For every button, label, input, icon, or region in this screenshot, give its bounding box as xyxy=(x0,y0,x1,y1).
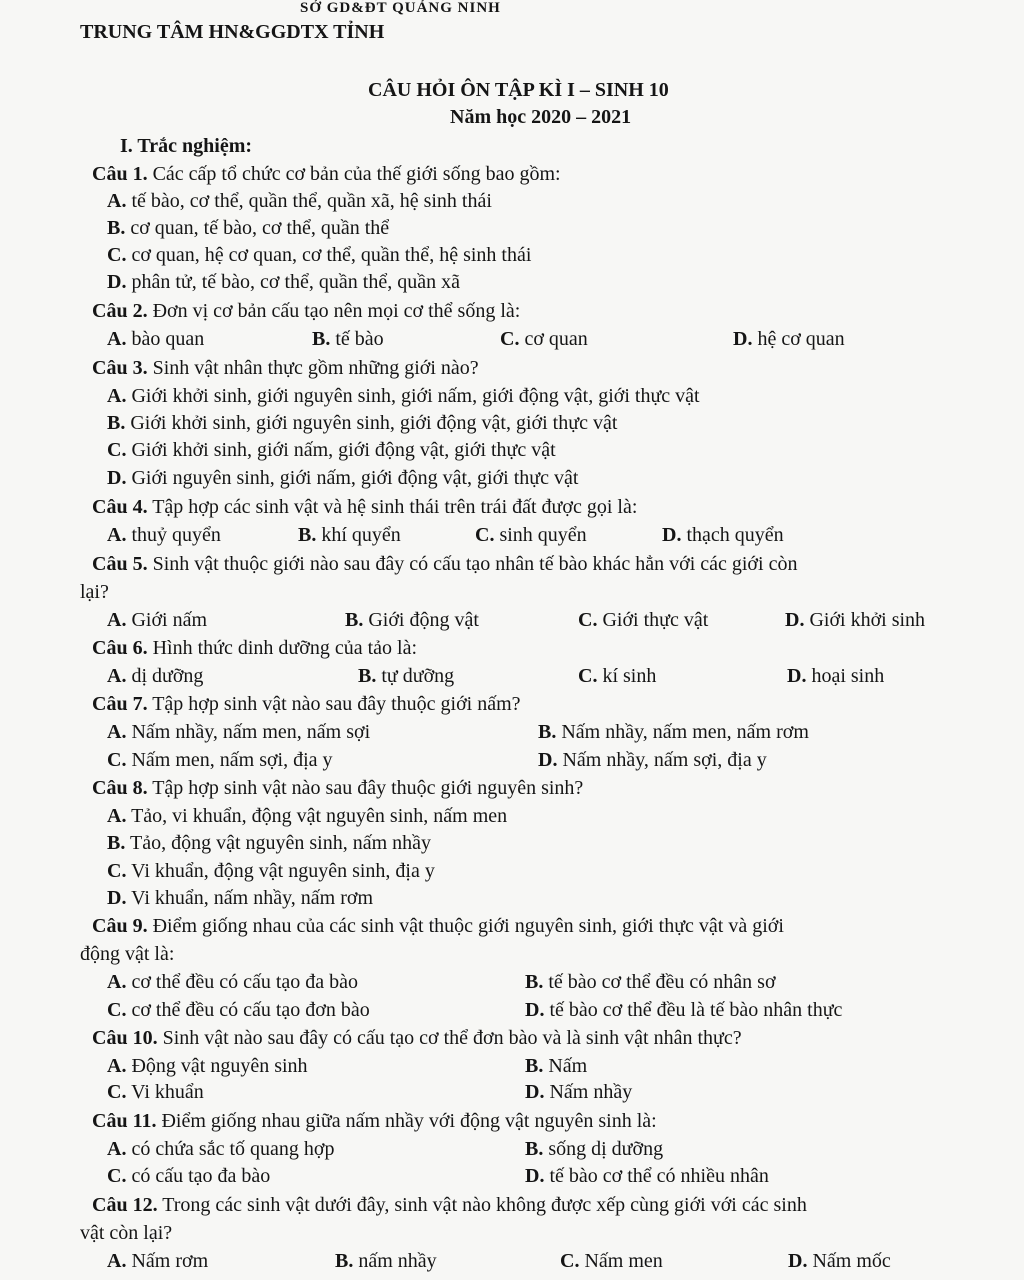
question-3: Câu 3. Sinh vật nhân thực gồm những giới nào? xyxy=(92,357,479,379)
question-11-option-d: D. tế bào cơ thể có nhiều nhân xyxy=(525,1165,769,1187)
question-5: Câu 5. Sinh vật thuộc giới nào sau đây có cấu tạo nhân tế bào khác hẳn với các giới còn xyxy=(92,553,798,575)
question-10-option-b: B. Nấm xyxy=(525,1055,588,1077)
question-5-option-a: A. Giới nấm xyxy=(107,609,208,631)
question-12: Câu 12. Trong các sinh vật dưới đây, sinh vật nào không được xếp cùng giới với các sinh xyxy=(92,1194,807,1216)
question-2-option-a: A. bào quan xyxy=(107,328,205,350)
question-10: Câu 10. Sinh vật nào sau đây có cấu tạo cơ thể đơn bào và là sinh vật nhân thực? xyxy=(92,1027,742,1049)
section-heading: I. Trắc nghiệm: xyxy=(120,135,253,157)
question-4-option-b: B. khí quyển xyxy=(298,524,401,546)
question-8-option-d: D. Vi khuẩn, nấm nhầy, nấm rơm xyxy=(107,887,374,909)
question-12-option-b: B. nấm nhầy xyxy=(335,1250,437,1272)
question-4-option-c: C. sinh quyển xyxy=(475,524,587,546)
question-9-continued: động vật là: xyxy=(80,943,175,965)
question-9-option-b: B. tế bào cơ thể đều có nhân sơ xyxy=(525,971,776,993)
department-name: SỞ GD&ĐT QUẢNG NINH xyxy=(300,0,501,16)
question-9: Câu 9. Điểm giống nhau của các sinh vật thuộc giới nguyên sinh, giới thực vật và giới xyxy=(92,915,784,937)
question-1: Câu 1. Các cấp tổ chức cơ bản của thế giới sống bao gồm: xyxy=(92,163,561,185)
question-9-option-c: C. cơ thể đều có cấu tạo đơn bào xyxy=(107,999,370,1021)
document-title: CÂU HỎI ÔN TẬP KÌ I – SINH 10 xyxy=(368,79,669,101)
question-2-option-c: C. cơ quan xyxy=(500,328,588,350)
question-12-option-d: D. Nấm mốc xyxy=(788,1250,891,1272)
question-11-option-a: A. có chứa sắc tố quang hợp xyxy=(107,1138,335,1160)
question-3-option-a: A. Giới khởi sinh, giới nguyên sinh, giới nấm, giới động vật, giới thực vật xyxy=(107,385,700,407)
question-6-option-a: A. dị dưỡng xyxy=(107,665,204,687)
question-12-option-a: A. Nấm rơm xyxy=(107,1250,209,1272)
question-1-option-c: C. cơ quan, hệ cơ quan, cơ thể, quần thể, hệ sinh thái xyxy=(107,244,532,266)
question-4-option-a: A. thuỷ quyển xyxy=(107,524,221,546)
question-8-option-c: C. Vi khuẩn, động vật nguyên sinh, địa y xyxy=(107,860,435,882)
question-8-option-a: A. Tảo, vi khuẩn, động vật nguyên sinh, nấm men xyxy=(107,805,508,827)
question-1-option-a: A. tế bào, cơ thể, quần thể, quần xã, hệ sinh thái xyxy=(107,190,492,212)
question-10-option-c: C. Vi khuẩn xyxy=(107,1081,204,1103)
question-7-option-c: C. Nấm men, nấm sợi, địa y xyxy=(107,749,333,771)
question-8-option-b: B. Tảo, động vật nguyên sinh, nấm nhầy xyxy=(107,832,432,854)
question-1-option-b: B. cơ quan, tế bào, cơ thể, quần thể xyxy=(107,217,390,239)
question-6-option-b: B. tự dưỡng xyxy=(358,665,455,687)
question-10-option-a: A. Động vật nguyên sinh xyxy=(107,1055,308,1077)
question-7-option-a: A. Nấm nhầy, nấm men, nấm sợi xyxy=(107,721,371,743)
question-11-option-c: C. có cấu tạo đa bào xyxy=(107,1165,271,1187)
school-year: Năm học 2020 – 2021 xyxy=(450,106,632,128)
question-12-option-c: C. Nấm men xyxy=(560,1250,663,1272)
question-5-option-b: B. Giới động vật xyxy=(345,609,479,631)
question-4: Câu 4. Tập hợp các sinh vật và hệ sinh thái trên trái đất được gọi là: xyxy=(92,496,638,518)
question-7-option-d: D. Nấm nhầy, nấm sợi, địa y xyxy=(538,749,767,771)
question-11-option-b: B. sống dị dưỡng xyxy=(525,1138,664,1160)
question-6-option-d: D. hoại sinh xyxy=(787,665,885,687)
question-5-option-c: C. Giới thực vật xyxy=(578,609,709,631)
question-2: Câu 2. Đơn vị cơ bản cấu tạo nên mọi cơ thể sống là: xyxy=(92,300,521,322)
question-5-continued: lại? xyxy=(80,581,109,603)
question-5-option-d: D. Giới khởi sinh xyxy=(785,609,926,631)
question-3-option-d: D. Giới nguyên sinh, giới nấm, giới động vật, giới thực vật xyxy=(107,467,579,489)
question-2-option-b: B. tế bào xyxy=(312,328,384,350)
question-7-option-b: B. Nấm nhầy, nấm men, nấm rơm xyxy=(538,721,809,743)
question-1-option-d: D. phân tử, tế bào, cơ thể, quần thể, quần xã xyxy=(107,271,460,293)
question-6-option-c: C. kí sinh xyxy=(578,665,657,687)
question-11: Câu 11. Điểm giống nhau giữa nấm nhầy với động vật nguyên sinh là: xyxy=(92,1110,657,1132)
question-4-option-d: D. thạch quyển xyxy=(662,524,784,546)
question-12-continued: vật còn lại? xyxy=(80,1222,173,1244)
question-2-option-d: D. hệ cơ quan xyxy=(733,328,845,350)
question-7: Câu 7. Tập hợp sinh vật nào sau đây thuộc giới nấm? xyxy=(92,693,521,715)
question-9-option-d: D. tế bào cơ thể đều là tế bào nhân thực xyxy=(525,999,843,1021)
question-9-option-a: A. cơ thể đều có cấu tạo đa bào xyxy=(107,971,359,993)
center-name: TRUNG TÂM HN&GGDTX TỈNH xyxy=(80,21,385,43)
question-10-option-d: D. Nấm nhầy xyxy=(525,1081,633,1103)
question-8: Câu 8. Tập hợp sinh vật nào sau đây thuộc giới nguyên sinh? xyxy=(92,777,584,799)
question-6: Câu 6. Hình thức dinh dưỡng của tảo là: xyxy=(92,637,418,659)
question-3-option-b: B. Giới khởi sinh, giới nguyên sinh, giới động vật, giới thực vật xyxy=(107,412,618,434)
question-3-option-c: C. Giới khởi sinh, giới nấm, giới động vật, giới thực vật xyxy=(107,439,556,461)
